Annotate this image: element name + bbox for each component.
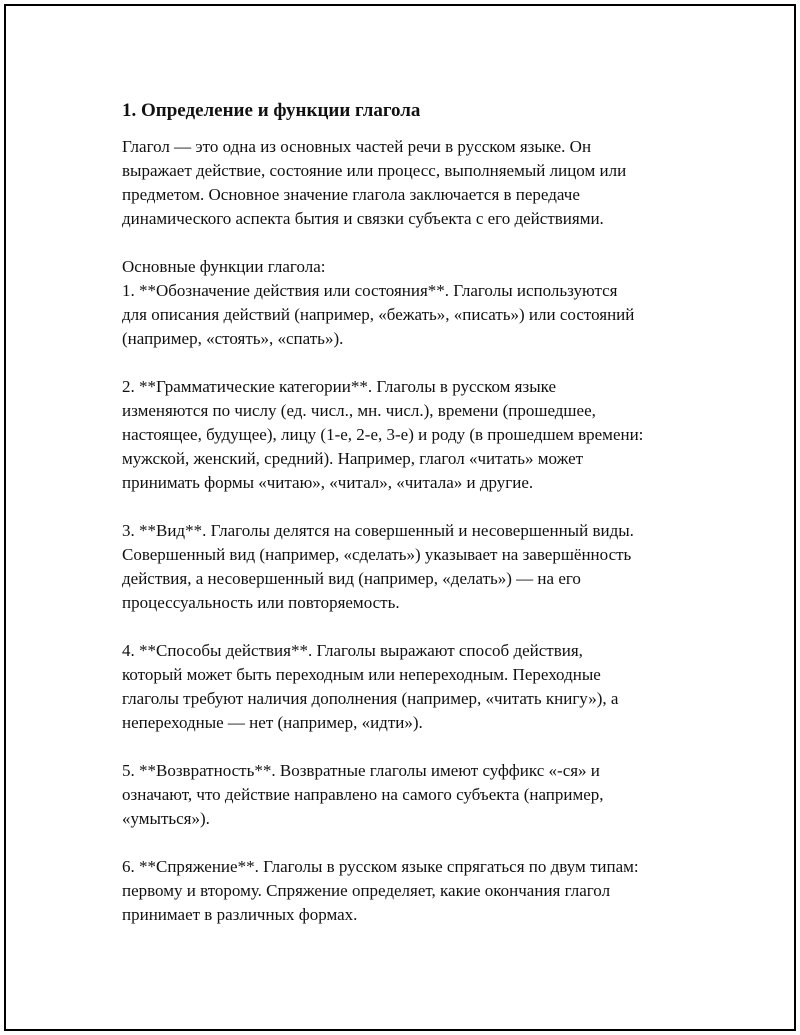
item-4-line: непереходные — нет (например, «идти»). <box>122 713 423 732</box>
functions-title: Основные функции глагола: <box>122 257 326 276</box>
item-2-line: изменяются по числу (ед. числ., мн. числ.), времени (прошедшее, <box>122 401 596 420</box>
function-item-5 <box>122 759 722 831</box>
paragraph-gap <box>122 735 722 759</box>
item-2-line: настоящее, будущее), лицу (1-е, 2-е, 3-е) и роду (в прошедшем времени: <box>122 425 644 444</box>
function-item-3 <box>122 519 722 615</box>
intro-line: предметом. Основное значение глагола заключается в передаче <box>122 185 580 204</box>
item-6-line: первому и второму. Спряжение определяет, какие окончания глагол <box>122 881 611 900</box>
item-3-line: Совершенный вид (например, «сделать») указывает на завершённость <box>122 545 632 564</box>
item-5-line: 5. **Возвратность**. Возвратные глаголы имеют суффикс «-ся» и <box>122 761 600 780</box>
function-item-4 <box>122 639 722 735</box>
paragraph-gap <box>122 351 722 375</box>
item-1-line: для описания действий (например, «бежать», «писать») или состояний <box>122 305 635 324</box>
paragraph-gap <box>122 615 722 639</box>
paragraph-gap <box>122 831 722 855</box>
paragraph-gap <box>122 495 722 519</box>
function-item-6 <box>122 855 722 927</box>
item-1-line: 1. **Обозначение действия или состояния**. Глаголы используются <box>122 281 618 300</box>
item-4-line: 4. **Способы действия**. Глаголы выражают способ действия, <box>122 641 583 660</box>
item-2-line: 2. **Грамматические категории**. Глаголы в русском языке <box>122 377 556 396</box>
document-body <box>122 99 722 927</box>
item-5-line: «умыться»). <box>122 809 210 828</box>
paragraph-gap <box>122 231 722 255</box>
intro-line: Глагол — это одна из основных частей речи в русском языке. Он <box>122 137 592 156</box>
item-4-line: который может быть переходным или непереходным. Переходные <box>122 665 601 684</box>
page-frame <box>4 4 796 1031</box>
intro-paragraph <box>122 135 722 231</box>
item-2-line: мужской, женский, средний). Например, глагол «читать» может <box>122 449 584 468</box>
item-2-line: принимать формы «читаю», «читал», «читала» и другие. <box>122 473 534 492</box>
item-3-line: процессуальность или повторяемость. <box>122 593 400 612</box>
functions-block <box>122 255 722 351</box>
item-3-line: действия, а несовершенный вид (например, «делать») — на его <box>122 569 581 588</box>
function-item-2 <box>122 375 722 495</box>
item-4-line: глаголы требуют наличия дополнения (например, «читать книгу»), а <box>122 689 619 708</box>
item-1-line: (например, «стоять», «спать»). <box>122 329 344 348</box>
item-5-line: означают, что действие направлено на самого субъекта (например, <box>122 785 604 804</box>
item-6-line: 6. **Спряжение**. Глаголы в русском языке спрягаться по двум типам: <box>122 857 639 876</box>
section-heading: 1. Определение и функции глагола <box>122 100 421 121</box>
intro-line: выражает действие, состояние или процесс, выполняемый лицом или <box>122 161 627 180</box>
item-6-line: принимает в различных формах. <box>122 905 358 924</box>
item-3-line: 3. **Вид**. Глаголы делятся на совершенный и несовершенный виды. <box>122 521 634 540</box>
intro-line: динамического аспекта бытия и связки субъекта с его действиями. <box>122 209 604 228</box>
